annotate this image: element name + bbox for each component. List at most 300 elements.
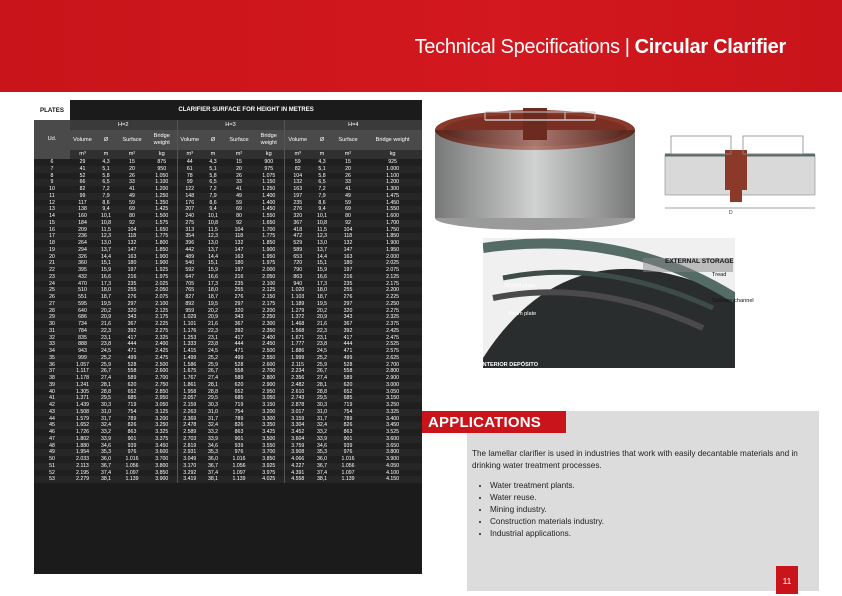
table-cell: 41: [333, 186, 363, 193]
table-cell: 558: [333, 368, 363, 375]
table-cell: 789: [333, 416, 363, 423]
table-row: [34, 254, 422, 261]
table-cell: 2.743: [284, 395, 311, 402]
unit-header: m³: [177, 150, 202, 159]
table-cell: 2.175: [254, 301, 284, 308]
table-cell: 1.925: [147, 267, 177, 274]
table-cell: 6,5: [202, 179, 224, 186]
page-number: 11: [776, 566, 798, 594]
table-cell: 7,2: [202, 186, 224, 193]
table-cell: 235: [117, 281, 147, 288]
table-cell: 61: [177, 166, 202, 173]
unit-header: kg: [254, 150, 284, 159]
table-cell: 1.250: [147, 193, 177, 200]
plates-cell: 36: [34, 362, 70, 369]
table-cell: 10,8: [202, 220, 224, 227]
table-row: [34, 355, 422, 362]
table-cell: 3.325: [363, 409, 422, 416]
table-cell: 92: [333, 220, 363, 227]
table-cell: 118: [117, 233, 147, 240]
table-cell: 12,3: [311, 233, 333, 240]
table-cell: 417: [117, 335, 147, 342]
table-cell: 418: [284, 227, 311, 234]
table-cell: 25,9: [202, 362, 224, 369]
table-cell: 15: [117, 159, 147, 166]
table-cell: 1.200: [363, 179, 422, 186]
table-cell: 49: [333, 193, 363, 200]
table-cell: 754: [117, 409, 147, 416]
applications-title: APPLICATIONS: [428, 414, 541, 431]
table-cell: 2.450: [254, 341, 284, 348]
table-cell: 653: [284, 254, 311, 261]
table-cell: 22,3: [311, 328, 333, 335]
table-cell: 396: [177, 240, 202, 247]
table-cell: 2.356: [284, 375, 311, 382]
table-cell: 875: [147, 159, 177, 166]
table-cell: 10,8: [311, 220, 333, 227]
table-cell: 3.049: [177, 456, 202, 463]
plates-cell: 15: [34, 220, 70, 227]
table-cell: 18,7: [202, 294, 224, 301]
table-cell: 163: [284, 186, 311, 193]
table-cell: 5,1: [311, 166, 333, 173]
column-header: Bridge weight: [363, 130, 422, 150]
table-cell: 2.931: [177, 449, 202, 456]
table-cell: 5,8: [311, 173, 333, 180]
table-cell: 1.575: [147, 220, 177, 227]
table-cell: 36,0: [202, 456, 224, 463]
table-cell: 901: [224, 436, 254, 443]
table-cell: 18,0: [95, 287, 117, 294]
table-cell: 21,6: [202, 321, 224, 328]
table-cell: 2.550: [254, 355, 284, 362]
table-cell: 32,4: [311, 422, 333, 429]
plates-cell: 10: [34, 186, 70, 193]
table-cell: 37,4: [311, 470, 333, 477]
table-cell: 2.000: [363, 254, 422, 261]
table-cell: 29,5: [311, 395, 333, 402]
table-cell: 13,7: [202, 247, 224, 254]
table-cell: 31,7: [311, 416, 333, 423]
plates-cell: 31: [34, 328, 70, 335]
table-cell: 21,6: [95, 321, 117, 328]
table-row: [34, 274, 422, 281]
plates-cell: 37: [34, 368, 70, 375]
table-cell: 30,3: [95, 402, 117, 409]
plates-cell: 23: [34, 274, 70, 281]
table-cell: 2.600: [147, 368, 177, 375]
table-cell: 11,5: [95, 227, 117, 234]
table-cell: 976: [333, 449, 363, 456]
list-item: • Water treatment plants.: [490, 480, 604, 492]
table-row: [34, 449, 422, 456]
table-cell: 392: [333, 328, 363, 335]
plates-cell: 14: [34, 213, 70, 220]
table-cell: 13,7: [311, 247, 333, 254]
table-cell: 2.025: [363, 260, 422, 267]
table-cell: 2.700: [147, 375, 177, 382]
table-cell: 3.600: [147, 449, 177, 456]
table-row: [34, 402, 422, 409]
table-cell: 163: [224, 254, 254, 261]
table-cell: 3.304: [284, 422, 311, 429]
column-header: Surface: [224, 130, 254, 150]
table-cell: 2.075: [363, 267, 422, 274]
table-cell: 2.700: [363, 362, 422, 369]
table-cell: 1.117: [70, 368, 95, 375]
table-cell: 835: [70, 335, 95, 342]
table-cell: 1.850: [363, 233, 422, 240]
table-cell: 49: [224, 193, 254, 200]
table-cell: 3.850: [147, 470, 177, 477]
table-cell: 2.703: [177, 436, 202, 443]
table-cell: 34,6: [202, 443, 224, 450]
table-cell: 1.075: [254, 173, 284, 180]
table-cell: 3.450: [363, 422, 422, 429]
table-row: [34, 409, 422, 416]
table-row: [34, 368, 422, 375]
table-cell: 148: [177, 193, 202, 200]
table-cell: 1.954: [70, 449, 95, 456]
table-cell: 1.802: [70, 436, 95, 443]
table-row: [34, 193, 422, 200]
table-cell: 1.500: [147, 213, 177, 220]
table-cell: 595: [70, 301, 95, 308]
column-header: Ø: [311, 130, 333, 150]
table-row: [34, 186, 422, 193]
table-cell: 255: [224, 287, 254, 294]
list-item: • Construction materials industry.: [490, 516, 604, 528]
table-cell: 14,4: [311, 254, 333, 261]
table-cell: 15,9: [202, 267, 224, 274]
table-cell: 23,8: [311, 341, 333, 348]
table-cell: 959: [177, 308, 202, 315]
table-cell: 360: [70, 260, 95, 267]
table-cell: 20: [117, 166, 147, 173]
table-cell: 31,7: [95, 416, 117, 423]
table-cell: 471: [117, 348, 147, 355]
table-cell: 528: [117, 362, 147, 369]
table-cell: 4.066: [284, 456, 311, 463]
column-header: Surface: [333, 130, 363, 150]
table-cell: 1.600: [363, 213, 422, 220]
table-cell: 2.589: [177, 429, 202, 436]
table-cell: 104: [224, 227, 254, 234]
table-cell: 17,3: [311, 281, 333, 288]
table-cell: 4.227: [284, 463, 311, 470]
table-cell: 2.100: [254, 281, 284, 288]
table-cell: 1.861: [177, 382, 202, 389]
table-cell: 2.175: [363, 281, 422, 288]
table-cell: 652: [224, 389, 254, 396]
table-cell: 59: [224, 200, 254, 207]
table-cell: 3.000: [363, 382, 422, 389]
table-cell: 17,3: [202, 281, 224, 288]
table-cell: 1.450: [363, 200, 422, 207]
table-cell: 33,9: [311, 436, 333, 443]
table-cell: 33,9: [95, 436, 117, 443]
table-cell: 901: [333, 436, 363, 443]
table-cell: 528: [224, 362, 254, 369]
height-header: H=4: [284, 120, 422, 130]
table-cell: 1.958: [177, 389, 202, 396]
table-cell: 13,0: [95, 240, 117, 247]
spec-table-panel: [34, 100, 422, 574]
table-row: [34, 281, 422, 288]
table-row: [34, 348, 422, 355]
table-cell: 3.925: [254, 463, 284, 470]
table-cell: 4,3: [311, 159, 333, 166]
table-cell: 59: [284, 159, 311, 166]
table-cell: 25,9: [311, 362, 333, 369]
plates-cell: 45: [34, 422, 70, 429]
table-cell: 44: [177, 159, 202, 166]
plates-cell: 26: [34, 294, 70, 301]
table-cell: 3.200: [147, 416, 177, 423]
table-cell: 2.525: [363, 341, 422, 348]
table-row: [34, 227, 422, 234]
table-row: [34, 267, 422, 274]
table-cell: 1.999: [284, 355, 311, 362]
table-cell: 1.178: [70, 375, 95, 382]
table-cell: 36,7: [311, 463, 333, 470]
table-cell: 30,3: [202, 402, 224, 409]
table-cell: 2.950: [254, 389, 284, 396]
table-row: [34, 422, 422, 429]
table-cell: 1.000: [363, 166, 422, 173]
table-row: [34, 220, 422, 227]
table-cell: 540: [177, 260, 202, 267]
table-cell: 15: [224, 159, 254, 166]
table-cell: 592: [177, 267, 202, 274]
column-header: Bridge weight: [147, 130, 177, 150]
table-cell: 367: [224, 321, 254, 328]
table-cell: 3.419: [177, 476, 202, 483]
table-cell: 1.056: [224, 463, 254, 470]
table-cell: 26,7: [311, 368, 333, 375]
table-cell: 2.225: [147, 321, 177, 328]
table-cell: 529: [284, 240, 311, 247]
table-cell: 7,9: [95, 193, 117, 200]
table-cell: 647: [177, 274, 202, 281]
table-cell: 276: [224, 294, 254, 301]
table-cell: 1.975: [147, 274, 177, 281]
table-cell: 2.819: [177, 443, 202, 450]
table-cell: 7,9: [202, 193, 224, 200]
plates-cell: 33: [34, 341, 70, 348]
table-cell: 122: [177, 186, 202, 193]
plates-cell: 49: [34, 449, 70, 456]
plates-cell: 47: [34, 436, 70, 443]
table-row: [34, 416, 422, 423]
table-cell: 37,4: [202, 470, 224, 477]
table-cell: 719: [333, 402, 363, 409]
table-cell: 160: [70, 213, 95, 220]
table-row: [34, 206, 422, 213]
table-cell: 1.415: [177, 348, 202, 355]
plates-cell: 13: [34, 206, 70, 213]
table-cell: 23,1: [95, 335, 117, 342]
table-cell: 472: [284, 233, 311, 240]
plates-cell: 30: [34, 321, 70, 328]
plates-cell: 7: [34, 166, 70, 173]
table-cell: 5,8: [202, 173, 224, 180]
table-cell: 499: [333, 355, 363, 362]
table-cell: 163: [333, 254, 363, 261]
table-cell: 2.025: [147, 281, 177, 288]
table-cell: 1.750: [363, 227, 422, 234]
table-cell: 275: [177, 220, 202, 227]
table-cell: 4,3: [95, 159, 117, 166]
table-cell: 132: [333, 240, 363, 247]
table-cell: 976: [117, 449, 147, 456]
table-cell: 7,2: [311, 186, 333, 193]
table-row: [34, 287, 422, 294]
table-cell: 235: [224, 281, 254, 288]
table-cell: 2.100: [147, 301, 177, 308]
table-cell: 2.113: [70, 463, 95, 470]
table-cell: 1.253: [177, 335, 202, 342]
table-cell: 3.900: [363, 456, 422, 463]
table-cell: 901: [117, 436, 147, 443]
unit-header: m: [311, 150, 333, 159]
table-cell: 976: [224, 449, 254, 456]
table-row: [34, 463, 422, 470]
table-cell: 2.279: [70, 476, 95, 483]
table-cell: 18,0: [311, 287, 333, 294]
table-cell: 29: [70, 159, 95, 166]
table-cell: 38,1: [95, 476, 117, 483]
table-cell: 765: [177, 287, 202, 294]
table-cell: 551: [70, 294, 95, 301]
table-cell: 705: [177, 281, 202, 288]
table-cell: 20,2: [311, 308, 333, 315]
table-cell: 2.400: [147, 341, 177, 348]
table-cell: 235: [333, 281, 363, 288]
table-cell: 444: [333, 341, 363, 348]
table-cell: 1.097: [117, 470, 147, 477]
table-cell: 2.050: [254, 274, 284, 281]
table-cell: 640: [70, 308, 95, 315]
table-row: [34, 314, 422, 321]
table-cell: 207: [177, 206, 202, 213]
table-cell: 80: [224, 213, 254, 220]
table-cell: 2.263: [177, 409, 202, 416]
table-row: [34, 476, 422, 483]
table-cell: 2.200: [363, 287, 422, 294]
table-cell: 29,5: [95, 395, 117, 402]
table-cell: 432: [70, 274, 95, 281]
table-cell: 2.075: [147, 294, 177, 301]
table-cell: 10,1: [202, 213, 224, 220]
table-cell: 24,5: [202, 348, 224, 355]
table-cell: 3.500: [254, 436, 284, 443]
table-cell: 264: [70, 240, 95, 247]
table-cell: 444: [224, 341, 254, 348]
table-cell: 20,9: [95, 314, 117, 321]
table-cell: 1.900: [147, 254, 177, 261]
table-cell: 28,1: [95, 382, 117, 389]
table-cell: 2.500: [147, 362, 177, 369]
table-cell: 2.610: [284, 389, 311, 396]
table-cell: 15,9: [95, 267, 117, 274]
table-cell: 589: [284, 247, 311, 254]
table-cell: 69: [333, 206, 363, 213]
table-cell: 82: [284, 166, 311, 173]
table-cell: 2.900: [363, 375, 422, 382]
table-cell: 255: [333, 287, 363, 294]
table-cell: 1.350: [147, 200, 177, 207]
page-title: [415, 36, 786, 59]
plates-cell: 16: [34, 227, 70, 234]
table-cell: 3.550: [254, 443, 284, 450]
table-cell: 2.750: [147, 382, 177, 389]
table-cell: 1.189: [284, 301, 311, 308]
beam-plate-label: Beam plate: [508, 311, 537, 317]
table-cell: 442: [177, 247, 202, 254]
table-cell: 2.500: [254, 348, 284, 355]
table-cell: 1.439: [70, 402, 95, 409]
table-cell: 1.900: [363, 240, 422, 247]
table-row: [34, 328, 422, 335]
table-cell: 2.150: [254, 294, 284, 301]
table-cell: 69: [117, 206, 147, 213]
table-cell: 1.671: [284, 335, 311, 342]
unit-header: kg: [363, 150, 422, 159]
table-cell: 863: [117, 429, 147, 436]
plates-cell: 39: [34, 382, 70, 389]
table-cell: 1.550: [254, 213, 284, 220]
plates-cell: 46: [34, 429, 70, 436]
table-cell: 1.100: [363, 173, 422, 180]
table-cell: 1.241: [70, 382, 95, 389]
table-cell: 8,6: [95, 200, 117, 207]
table-cell: 41: [224, 186, 254, 193]
table-cell: 2.275: [363, 308, 422, 315]
table-cell: 754: [333, 409, 363, 416]
table-cell: 30,3: [311, 402, 333, 409]
table-cell: 2.125: [254, 287, 284, 294]
table-cell: 3.150: [254, 402, 284, 409]
table-cell: 11,5: [202, 227, 224, 234]
table-cell: 4.100: [363, 470, 422, 477]
table-cell: 754: [224, 409, 254, 416]
table-cell: 3.600: [363, 436, 422, 443]
table-cell: 2.115: [284, 362, 311, 369]
plates-cell: 21: [34, 260, 70, 267]
table-row: [34, 456, 422, 463]
table-cell: 3.850: [254, 456, 284, 463]
table-cell: 3.350: [254, 422, 284, 429]
table-cell: 3.170: [177, 463, 202, 470]
table-cell: 104: [284, 173, 311, 180]
table-cell: 38,1: [311, 476, 333, 483]
table-cell: 33,9: [202, 436, 224, 443]
table-cell: 892: [177, 301, 202, 308]
table-cell: 313: [177, 227, 202, 234]
table-row: [34, 166, 422, 173]
plates-cell: 8: [34, 173, 70, 180]
table-cell: 27,4: [202, 375, 224, 382]
table-cell: 3.759: [284, 443, 311, 450]
column-header: Ø: [202, 130, 224, 150]
table-cell: 3.300: [254, 416, 284, 423]
tread-label: Tread: [712, 272, 727, 278]
table-cell: 184: [70, 220, 95, 227]
table-cell: 28,8: [202, 389, 224, 396]
table-cell: 33: [117, 179, 147, 186]
table-cell: 15,1: [202, 260, 224, 267]
